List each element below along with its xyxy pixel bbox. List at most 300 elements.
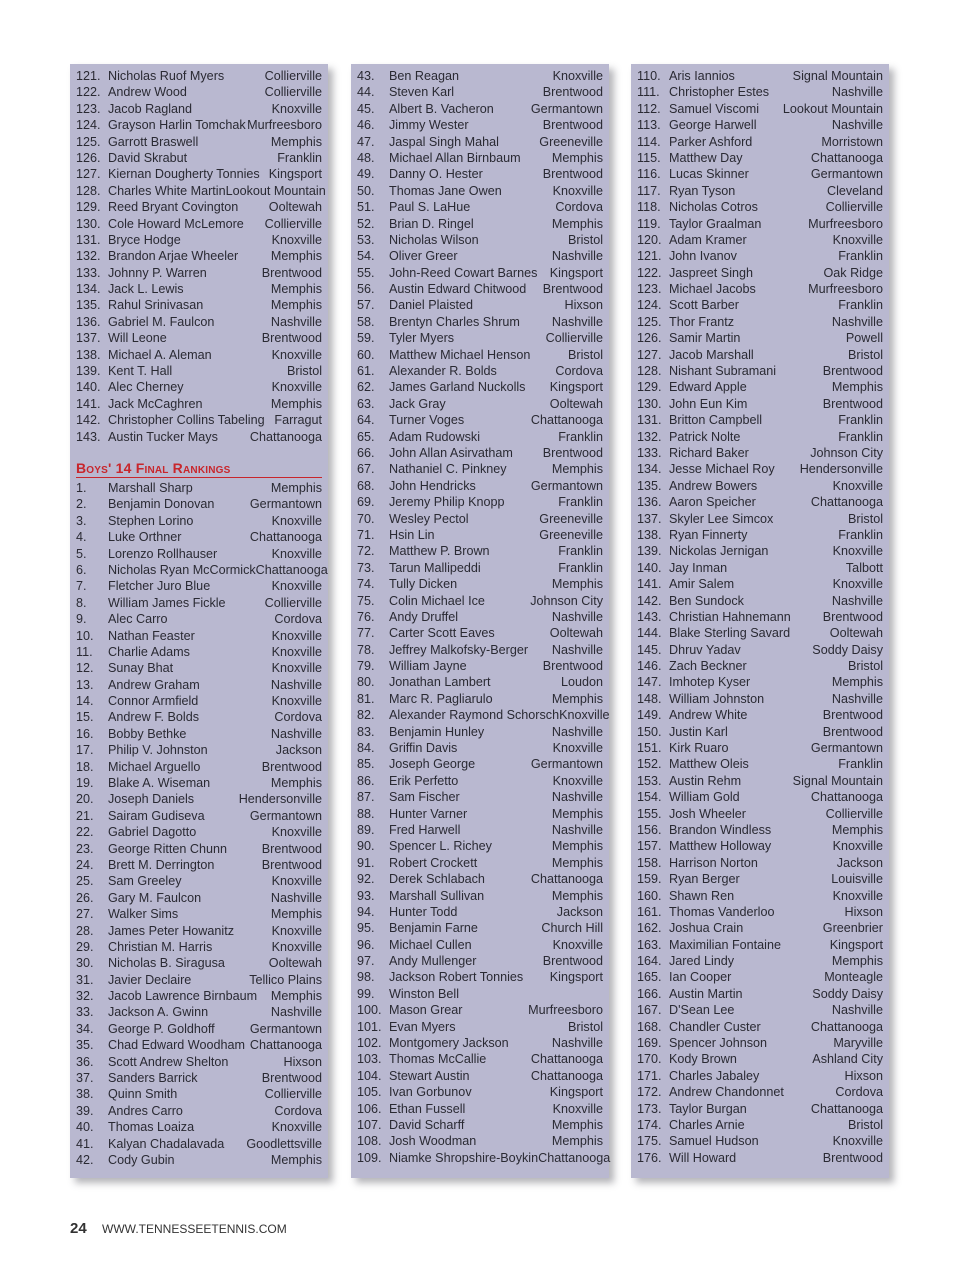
player-name: Kody Brown [669, 1052, 737, 1067]
city: Memphis [551, 806, 603, 821]
rank: 128. [637, 364, 662, 379]
player-name: Winston Bell [389, 986, 459, 1001]
rank: 60. [357, 347, 375, 362]
ranking-row [357, 265, 603, 281]
player-name: Andrew Chandonnet [669, 1085, 784, 1100]
ranking-row [357, 216, 603, 232]
ranking-row [357, 674, 603, 690]
rank: 102. [357, 1036, 382, 1051]
ranking-row [357, 478, 603, 494]
city: Cordova [274, 1103, 322, 1118]
city: Memphis [551, 577, 603, 592]
city: Hixson [844, 904, 883, 919]
city: Knoxville [552, 183, 603, 198]
city: Franklin [558, 495, 603, 510]
ranking-row [357, 347, 603, 363]
city: Ooltewah [549, 626, 603, 641]
city: Chattanooga [249, 1038, 322, 1053]
player-name: John-Reed Cowart Barnes [389, 265, 538, 280]
city: Knoxville [271, 347, 322, 362]
city: Collierville [825, 806, 883, 821]
rank: 136. [637, 495, 662, 510]
city: Memphis [551, 150, 603, 165]
city: Franklin [558, 544, 603, 559]
rank: 106. [357, 1101, 382, 1116]
ranking-row [637, 1133, 883, 1149]
player-name: Sunay Bhat [108, 661, 174, 676]
city: Nashville [831, 118, 883, 133]
ranking-row [76, 923, 322, 939]
city: Cordova [274, 710, 322, 725]
city: Chattanooga [249, 429, 322, 444]
ranking-row [357, 806, 603, 822]
player-name: Daniel Plaisted [389, 298, 474, 313]
ranking-row [637, 297, 883, 313]
ranking-row [357, 560, 603, 576]
city: Brentwood [261, 331, 322, 346]
player-name: Scott Barber [669, 298, 739, 313]
player-name: Erik Perfetto [389, 773, 459, 788]
ranking-row [637, 707, 883, 723]
ranking-row [76, 808, 322, 824]
city: Cordova [835, 1085, 883, 1100]
city: Nashville [831, 85, 883, 100]
ranking-row [357, 412, 603, 428]
rank: 97. [357, 954, 375, 969]
player-name: William James Fickle [108, 595, 226, 610]
ranking-row [76, 281, 322, 297]
ranking-row [637, 871, 883, 887]
rank: 99. [357, 986, 375, 1001]
player-name: Matthew Oleis [669, 757, 749, 772]
city: Knoxville [552, 937, 603, 952]
ranking-row [637, 986, 883, 1002]
rank: 156. [637, 822, 662, 837]
ranking-row [637, 888, 883, 904]
website-url[interactable]: WWW.TENNESSEETENNIS.COM [102, 1222, 287, 1236]
ranking-row [76, 1054, 322, 1070]
player-name: Derek Schlabach [389, 872, 485, 887]
ranking-row [357, 822, 603, 838]
player-name: James Peter Howanitz [108, 923, 234, 938]
rank: 77. [357, 626, 375, 641]
ranking-row [357, 789, 603, 805]
player-name: Ivan Gorbunov [389, 1085, 472, 1100]
city: Brentwood [261, 759, 322, 774]
rank: 145. [637, 642, 662, 657]
ranking-row [76, 134, 322, 150]
city: Memphis [551, 1118, 603, 1132]
rank: 38. [76, 1087, 94, 1102]
rank: 129. [76, 200, 101, 215]
ranking-row [76, 1021, 322, 1037]
city: Brentwood [542, 282, 603, 297]
ranking-row [637, 560, 883, 576]
city: Knoxville [271, 546, 322, 561]
rank: 84. [357, 741, 375, 756]
ranking-row [637, 330, 883, 346]
player-name: Jack McCaghren [108, 396, 203, 411]
ranking-row [357, 445, 603, 461]
player-name: George P. Goldhoff [108, 1021, 215, 1036]
rank: 10. [76, 628, 94, 643]
city: Collierville [825, 200, 883, 215]
city: Maryville [833, 1036, 883, 1051]
player-name: Aaron Speicher [669, 495, 756, 510]
city: Ooltewah [268, 956, 322, 971]
player-name: Nicholas Ruof Myers [108, 69, 225, 83]
rank: 107. [357, 1118, 382, 1132]
rank: 161. [637, 904, 662, 919]
player-name: Shawn Ren [669, 888, 735, 903]
player-name: Brandon Windless [669, 822, 772, 837]
player-name: Thor Frantz [669, 314, 735, 329]
city: Brentwood [542, 167, 603, 182]
city: Memphis [831, 954, 883, 969]
city: Knoxville [832, 232, 883, 247]
city: Germantown [249, 497, 322, 512]
ranking-row [357, 609, 603, 625]
player-name: Andrew Wood [108, 85, 187, 100]
ranking-row [637, 478, 883, 494]
player-name: Kent T. Hall [108, 364, 173, 379]
rank: 98. [357, 970, 375, 985]
ranking-row [357, 756, 603, 772]
player-name: Austin Tucker Mays [108, 429, 218, 444]
ranking-row [76, 363, 322, 379]
player-name: Hunter Todd [389, 904, 458, 919]
player-name: Luke Orthner [108, 530, 182, 545]
rank: 174. [637, 1118, 662, 1132]
player-name: Blake A. Wiseman [108, 776, 211, 791]
rankings-column-1 [70, 64, 328, 1178]
rank: 123. [637, 282, 662, 297]
player-name: John Ivanov [669, 249, 737, 264]
rank: 96. [357, 937, 375, 952]
ranking-row [357, 101, 603, 117]
rank: 8. [76, 595, 87, 610]
ranking-row [76, 611, 322, 627]
ranking-row [637, 347, 883, 363]
player-name: Nicholas Ryan McCormick [108, 562, 256, 577]
ranking-row [76, 1086, 322, 1102]
city: Memphis [831, 822, 883, 837]
player-name: Brandon Arjae Wheeler [108, 249, 239, 264]
rank: 78. [357, 642, 375, 657]
ranking-row [637, 937, 883, 953]
player-name: William Johnston [669, 691, 765, 706]
rank: 34. [76, 1021, 94, 1036]
ranking-row [357, 576, 603, 592]
city: Collierville [264, 595, 322, 610]
ranking-row [357, 1117, 603, 1133]
city: Germantown [810, 741, 883, 756]
rank: 79. [357, 659, 375, 674]
player-name: Andres Carro [108, 1103, 183, 1118]
ranking-row [637, 543, 883, 559]
ranking-row [637, 134, 883, 150]
rank: 140. [76, 380, 101, 395]
rank: 125. [637, 314, 662, 329]
city: Nashville [551, 642, 603, 657]
rank: 40. [76, 1120, 94, 1135]
rank: 63. [357, 396, 375, 411]
player-name: Oliver Greer [389, 249, 458, 264]
rank: 36. [76, 1054, 94, 1069]
rank: 131. [637, 413, 662, 428]
player-name: Andrew F. Bolds [108, 710, 199, 725]
rank: 172. [637, 1085, 662, 1100]
player-name: Spencer L. Richey [389, 839, 492, 854]
rank: 80. [357, 675, 375, 690]
ranking-row [637, 216, 883, 232]
rank: 15. [76, 710, 94, 725]
ranking-row [76, 297, 322, 313]
city: Memphis [551, 462, 603, 477]
rank: 57. [357, 298, 375, 313]
rank: 72. [357, 544, 375, 559]
ranking-row [357, 953, 603, 969]
rank: 160. [637, 888, 662, 903]
ranking-row [76, 955, 322, 971]
rank: 17. [76, 743, 94, 758]
ranking-row [637, 1051, 883, 1067]
ranking-row [637, 838, 883, 854]
city: Kingsport [829, 937, 883, 952]
rank: 137. [637, 511, 662, 526]
city: Signal Mountain [792, 773, 883, 788]
city: Cleveland [826, 183, 883, 198]
player-name: Richard Baker [669, 445, 749, 460]
rank: 140. [637, 560, 662, 575]
rank: 91. [357, 855, 375, 870]
player-name: Jaspreet Singh [669, 265, 754, 280]
ranking-row [637, 953, 883, 969]
rank: 115. [637, 150, 661, 165]
ranking-row [76, 791, 322, 807]
city: Memphis [270, 396, 322, 411]
player-name: Taylor Graalman [669, 216, 762, 231]
rank: 1. [76, 480, 87, 495]
player-name: Austin Rehm [669, 773, 742, 788]
city: Knoxville [271, 939, 322, 954]
player-name: Justin Karl [669, 724, 728, 739]
player-name: Turner Voges [389, 413, 465, 428]
player-name: Paul S. LaHue [389, 200, 471, 215]
player-name: Joseph Daniels [108, 792, 195, 807]
city: Brentwood [822, 724, 883, 739]
player-name: Chandler Custer [669, 1019, 761, 1034]
player-name: Brett M. Derrington [108, 857, 215, 872]
ranking-row [637, 494, 883, 510]
city: Knoxville [271, 874, 322, 889]
player-name: Michael Cullen [389, 937, 472, 952]
player-name: Matthew Holloway [669, 839, 772, 854]
city: Knoxville [832, 1134, 883, 1149]
city: Germantown [249, 1021, 322, 1036]
city: Brentwood [822, 1150, 883, 1165]
player-name: Scott Andrew Shelton [108, 1054, 229, 1069]
city: Brentwood [261, 265, 322, 280]
player-name: Sam Greeley [108, 874, 182, 889]
ranking-row [357, 986, 603, 1002]
rank: 11. [76, 644, 93, 659]
player-name: Johnny P. Warren [108, 265, 207, 280]
player-name: Javier Declaire [108, 972, 192, 987]
ranking-row [76, 595, 322, 611]
ranking-row [76, 677, 322, 693]
player-name: Michael Allan Birnbaum [389, 150, 521, 165]
rank: 83. [357, 724, 375, 739]
city: Knoxville [271, 232, 322, 247]
city: Memphis [831, 675, 883, 690]
player-name: Jacob Ragland [108, 101, 193, 116]
player-name: Alec Carro [108, 612, 168, 627]
rank: 45. [357, 101, 375, 116]
rank: 170. [637, 1052, 662, 1067]
player-name: Adam Kramer [669, 232, 747, 247]
city: Nashville [270, 890, 322, 905]
ranking-row [357, 134, 603, 150]
rank: 143. [637, 609, 662, 624]
player-name: Will Leone [108, 331, 167, 346]
player-name: Christopher Estes [669, 85, 770, 100]
ranking-row [76, 988, 322, 1004]
city: Knoxville [271, 380, 322, 395]
player-name: Hsin Lin [389, 527, 435, 542]
city: Hendersonville [799, 462, 883, 477]
rank: 13. [76, 677, 94, 692]
player-name: Gabriel M. Faulcon [108, 314, 215, 329]
player-name: William Gold [669, 790, 740, 805]
city: Powell [845, 331, 883, 346]
player-name: Kalyan Chadalavada [108, 1136, 225, 1151]
ranking-row [637, 609, 883, 625]
city: Bristol [568, 1019, 603, 1034]
ranking-row [357, 494, 603, 510]
player-name: Nishant Subramani [669, 364, 777, 379]
ranking-row [76, 759, 322, 775]
rank: 163. [637, 937, 662, 952]
ranking-row [357, 183, 603, 199]
ranking-row [76, 412, 322, 428]
player-name: James Garland Nuckolls [389, 380, 526, 395]
city: Knoxville [552, 773, 603, 788]
player-name: Rahul Srinivasan [108, 298, 204, 313]
player-name: Lucas Skinner [669, 167, 749, 182]
player-name: Marshall Sharp [108, 480, 193, 495]
player-name: Cody Gubin [108, 1153, 175, 1167]
rank: 135. [76, 298, 101, 313]
rank: 41. [76, 1136, 94, 1151]
ranking-row [357, 691, 603, 707]
ranking-row [357, 511, 603, 527]
city: Memphis [270, 1153, 322, 1167]
ranking-row [357, 68, 603, 84]
ranking-row [637, 969, 883, 985]
ranking-row [76, 396, 322, 412]
city: Soddy Daisy [812, 642, 883, 657]
ranking-row [357, 1133, 603, 1149]
ranking-row [637, 724, 883, 740]
city: Franklin [277, 150, 322, 165]
city: Church Hill [541, 921, 603, 936]
player-name: Samir Martin [669, 331, 741, 346]
player-name: Blake Sterling Savard [669, 626, 791, 641]
rank: 128. [76, 183, 101, 198]
city: Hixson [844, 1068, 883, 1083]
player-name: Gary M. Faulcon [108, 890, 202, 905]
city: Greeneville [539, 134, 603, 149]
rank: 164. [637, 954, 662, 969]
player-name: Will Howard [669, 1150, 737, 1165]
player-name: Benjamin Hunley [389, 724, 485, 739]
rank: 144. [637, 626, 662, 641]
city: Louisville [831, 872, 883, 887]
city: Knoxville [832, 888, 883, 903]
city: Memphis [270, 298, 322, 313]
ranking-row [357, 855, 603, 871]
player-name: Andy Druffel [389, 609, 459, 624]
rank: 93. [357, 888, 375, 903]
ranking-row [637, 1068, 883, 1084]
city: Germantown [530, 101, 603, 116]
city: Chattanooga [255, 562, 328, 577]
rank: 130. [637, 396, 662, 411]
rank: 127. [637, 347, 662, 362]
city: Franklin [838, 413, 883, 428]
player-name: Zach Beckner [669, 659, 747, 674]
player-name: Jay Inman [669, 560, 728, 575]
ranking-row [357, 166, 603, 182]
player-name: Gabriel Dagotto [108, 825, 197, 840]
rank: 158. [637, 855, 662, 870]
rank: 162. [637, 921, 662, 936]
city: Brentwood [542, 445, 603, 460]
rank: 30. [76, 956, 94, 971]
city: Bristol [568, 232, 603, 247]
rank: 175. [637, 1134, 662, 1149]
ranking-row [76, 628, 322, 644]
city: Ooltewah [829, 626, 883, 641]
ranking-row [76, 890, 322, 906]
player-name: Jacob Marshall [669, 347, 754, 362]
rank: 125. [76, 134, 101, 149]
city: Bristol [848, 1118, 883, 1132]
player-name: Brian D. Ringel [389, 216, 474, 231]
city: Chattanooga [538, 1150, 611, 1165]
city: Kingsport [549, 970, 603, 985]
rank: 6. [76, 562, 87, 577]
city: Nashville [551, 790, 603, 805]
city: Lookout Mountain [225, 183, 326, 198]
ranking-row [76, 1004, 322, 1020]
rank: 76. [357, 609, 375, 624]
player-name: Kiernan Dougherty Tonnies [108, 167, 260, 182]
ranking-row [76, 529, 322, 545]
player-name: Ben Reagan [389, 69, 460, 83]
rank: 46. [357, 118, 375, 133]
player-name: Austin Edward Chitwood [389, 282, 527, 297]
city: Chattanooga [810, 495, 883, 510]
rank: 165. [637, 970, 662, 985]
ranking-row [76, 183, 326, 199]
player-name: Aris Iannios [669, 69, 735, 83]
rank: 157. [637, 839, 662, 854]
city: Murfreesboro [528, 1003, 603, 1018]
ranking-row [637, 658, 883, 674]
city: Knoxville [552, 1101, 603, 1116]
